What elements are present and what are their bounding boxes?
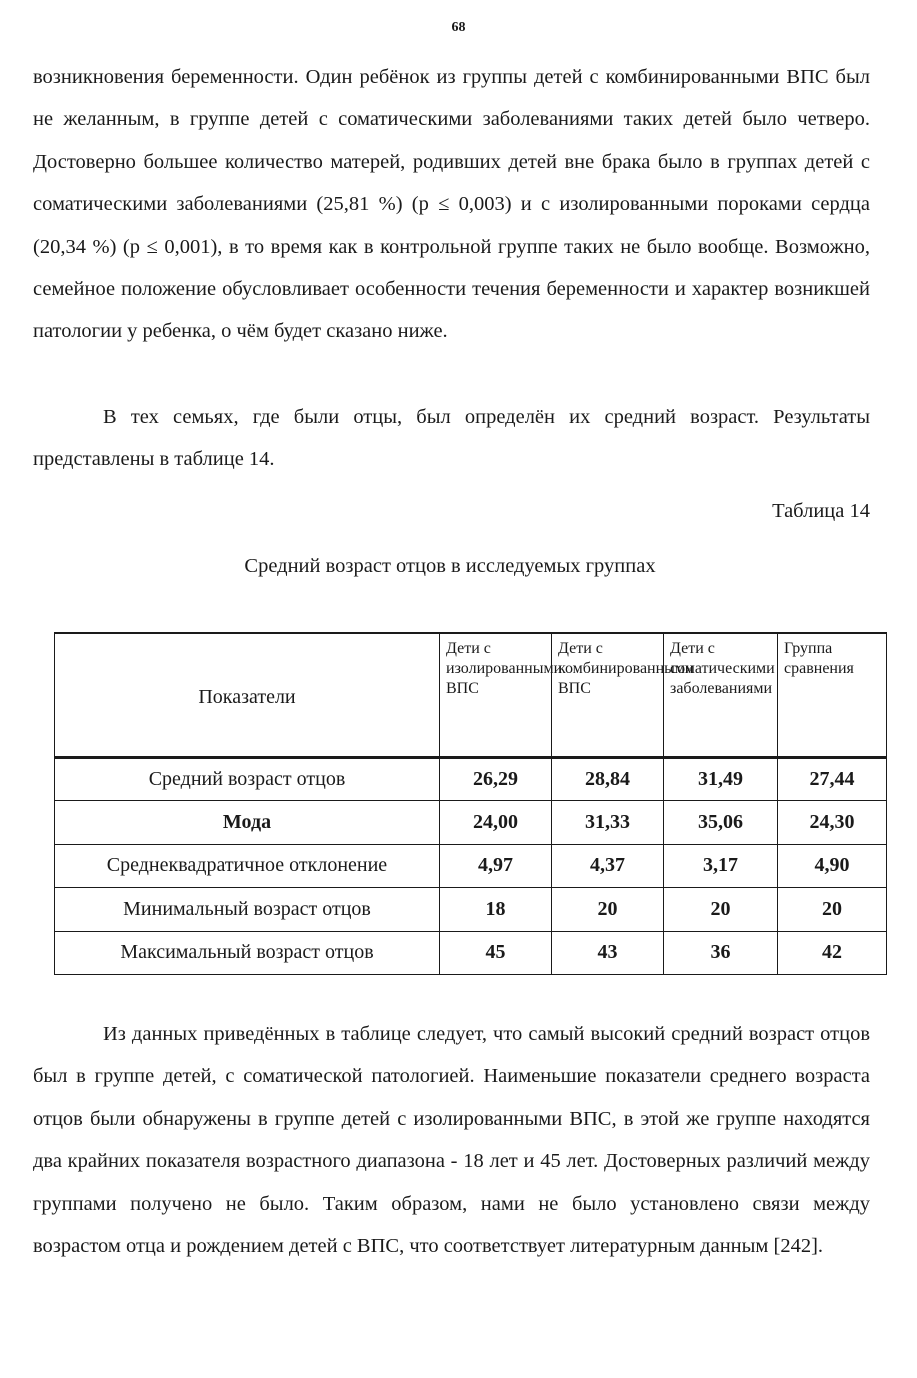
- row-label: Средний возраст отцов: [55, 757, 440, 801]
- paragraph-3: [33, 1013, 870, 1267]
- paragraph-3-text: Из данных приведённых в таблице следует, что самый высокий средний возраст отцов был в группе детей, с соматической патологией. Наименьшие показатели среднего возраста отцов были обнаружены в группе детей с изолированными ВПС, в этой же группе находятся два крайних показателя возрастного диапазона - 18 лет и 45 лет. Достоверных различий между группами получено не было. Таким образом, нами не было установлено связи между возрастом отца и рождением детей с ВПС, что соответствует литературным данным [242].: [33, 1023, 870, 1258]
- row-label: Среднеквадратичное отклонение: [55, 844, 440, 888]
- cell-value: 27,44: [778, 757, 887, 801]
- cell-value: 36: [664, 931, 778, 975]
- header-combined-chd: Дети с комбинированными ВПС: [552, 633, 664, 757]
- table-row: [55, 757, 887, 801]
- cell-value: 43: [552, 931, 664, 975]
- table-caption: Средний возраст отцов в исследуемых группах: [244, 555, 656, 577]
- paragraph-2: [33, 396, 870, 481]
- cell-value: 28,84: [552, 757, 664, 801]
- cell-value: 35,06: [664, 801, 778, 845]
- cell-value: 20: [664, 888, 778, 932]
- cell-value: 20: [778, 888, 887, 932]
- cell-value: 24,00: [440, 801, 552, 845]
- table-row: [55, 888, 887, 932]
- cell-value: 26,29: [440, 757, 552, 801]
- row-label: Максимальный возраст отцов: [55, 931, 440, 975]
- header-indicators: Показатели: [55, 633, 440, 757]
- cell-value: 18: [440, 888, 552, 932]
- row-label: Мода: [55, 801, 440, 845]
- cell-value: 24,30: [778, 801, 887, 845]
- header-somatic: Дети с соматическими заболеваниями: [664, 633, 778, 757]
- table-number: Таблица 14: [772, 500, 870, 522]
- header-comparison-group: Группа сравнения: [778, 633, 887, 757]
- row-label: Минимальный возраст отцов: [55, 888, 440, 932]
- cell-value: 4,37: [552, 844, 664, 888]
- cell-value: 42: [778, 931, 887, 975]
- cell-value: 31,33: [552, 801, 664, 845]
- table-row: [55, 801, 887, 845]
- cell-value: 20: [552, 888, 664, 932]
- cell-value: 31,49: [664, 757, 778, 801]
- cell-value: 45: [440, 931, 552, 975]
- cell-value: 3,17: [664, 844, 778, 888]
- fathers-age-table: [54, 632, 887, 975]
- cell-value: 4,90: [778, 844, 887, 888]
- cell-value: 4,97: [440, 844, 552, 888]
- header-isolated-chd: Дети с изолированными ВПС: [440, 633, 552, 757]
- table-row: [55, 931, 887, 975]
- table-header-row: [55, 633, 887, 757]
- paragraph-2-text: В тех семьях, где были отцы, был определён их средний возраст. Результаты представлены в таблице 14.: [33, 406, 870, 471]
- table-row: [55, 844, 887, 888]
- paragraph-1: возникновения беременности. Один ребёнок из группы детей с комбинированными ВПС был не желанным, в группе детей с соматическими заболеваниями таких детей было четверо. Достоверно большее количество матерей, родивших детей вне брака было в группах детей с соматическими заболеваниями (25,81 %) (p ≤ 0,003) и с изолированными пороками сердца (20,34 %) (p ≤ 0,001), в то время как в контрольной группе таких не было вообще. Возможно, семейное положение обусловливает особенности течения беременности и характер возникшей патологии у ребенка, о чём будет сказано ниже.: [33, 66, 870, 343]
- page-number: 68: [451, 20, 466, 35]
